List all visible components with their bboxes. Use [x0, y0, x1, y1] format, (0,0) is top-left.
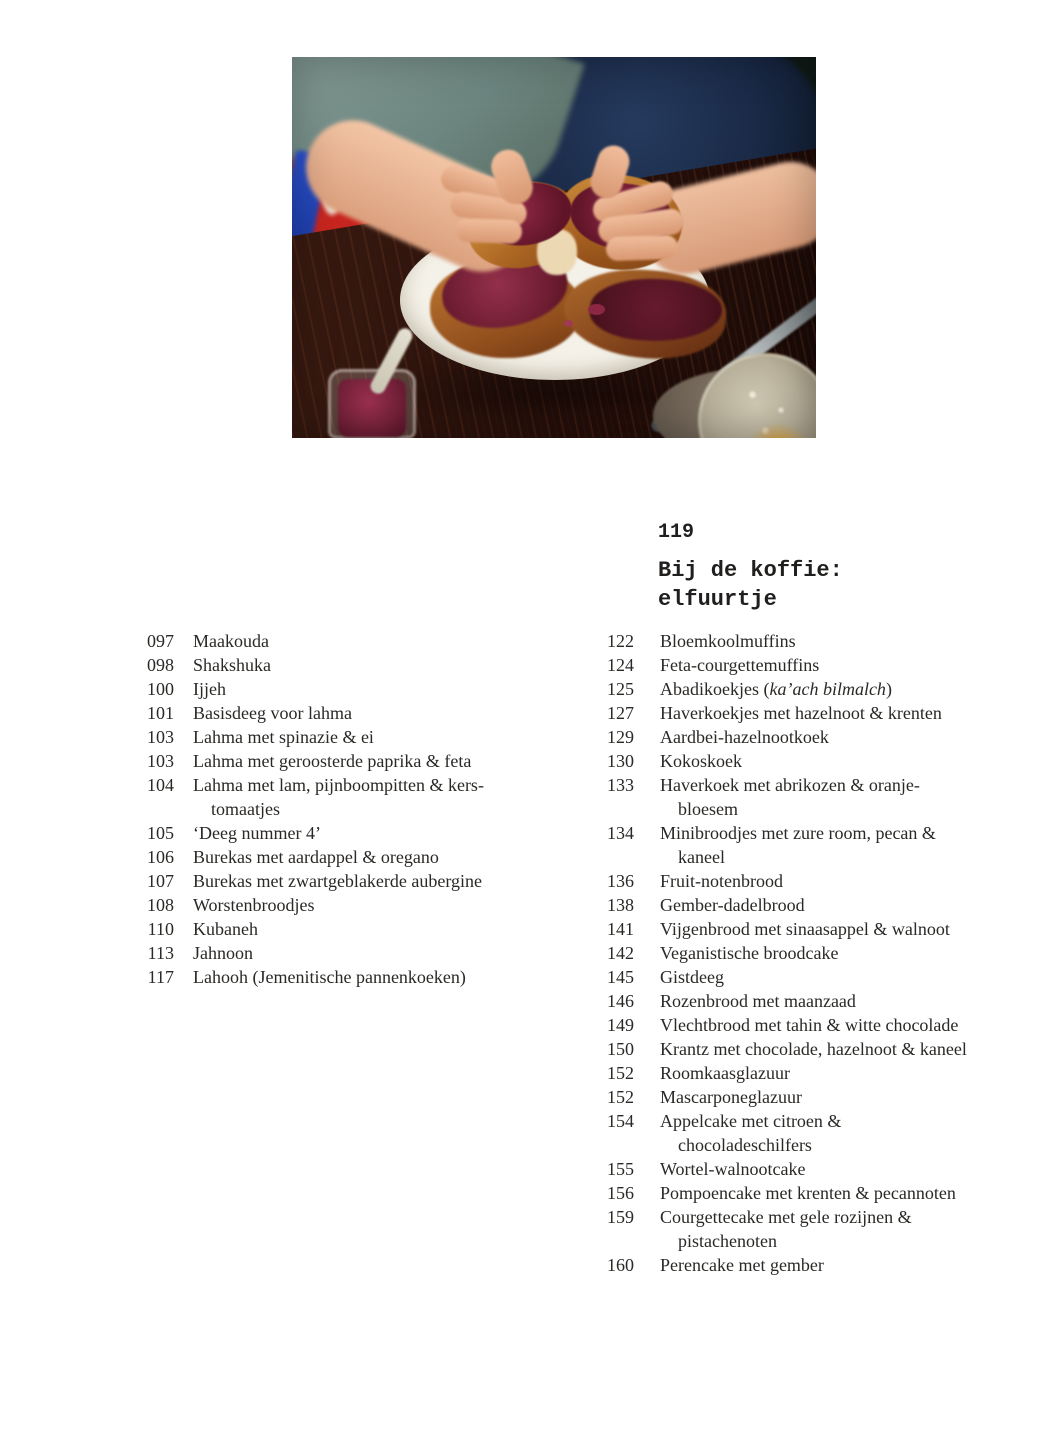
toc-entry [607, 869, 967, 893]
recipe-title: Mascarponeglazuur [660, 1087, 802, 1107]
recipe-title: Lahma met spinazie & ei [193, 727, 374, 747]
toc-entry [607, 1109, 967, 1157]
recipe-title: Roomkaasglazuur [660, 1063, 790, 1083]
recipe-title: Gember-dadelbrood [660, 895, 805, 915]
photo-vignette [292, 57, 816, 438]
recipe-title: Krantz met chocolade, hazelnoot & kaneel [660, 1039, 967, 1059]
section-title-line-2: elfuurtje [658, 587, 777, 612]
toc-column-right [607, 629, 967, 1277]
toc-entry [139, 917, 484, 941]
recipe-page-number: 152 [607, 1087, 634, 1107]
recipe-title: Gistdeeg [660, 967, 724, 987]
recipe-page-number: 154 [607, 1111, 634, 1131]
recipe-title: Haverkoek met abrikozen & oranje- bloesem [660, 775, 920, 819]
toc-entry [607, 653, 967, 677]
toc-entry [139, 725, 484, 749]
toc-entry [139, 677, 484, 701]
recipe-title: Perencake met gember [660, 1255, 824, 1275]
toc-entry [607, 1181, 967, 1205]
toc-entry [607, 749, 967, 773]
section-title-line-1: Bij de koffie: [658, 558, 843, 583]
toc-entry [139, 653, 484, 677]
recipe-page-number: 150 [607, 1039, 634, 1059]
recipe-page-number: 127 [607, 703, 634, 723]
recipe-page-number: 125 [607, 679, 634, 699]
recipe-page-number: 105 [147, 823, 174, 843]
recipe-page-number: 160 [607, 1255, 634, 1275]
recipe-title: Kubaneh [193, 919, 258, 939]
toc-entry [139, 941, 484, 965]
recipe-title: Haverkoekjes met hazelnoot & krenten [660, 703, 942, 723]
recipe-title: Vijgenbrood met sinaasappel & walnoot [660, 919, 950, 939]
recipe-page-number: 124 [607, 655, 634, 675]
toc-entry [139, 749, 484, 773]
toc-entry [607, 1157, 967, 1181]
recipe-page-number: 113 [147, 943, 174, 963]
toc-entry [607, 701, 967, 725]
recipe-page-number: 133 [607, 775, 634, 795]
recipe-title: Appelcake met citroen & chocoladeschilfers [660, 1111, 842, 1155]
toc-entry [607, 1037, 967, 1061]
food-photo [292, 57, 816, 438]
recipe-title: Bloemkoolmuffins [660, 631, 796, 651]
toc-entry [139, 821, 484, 845]
recipe-title: Basisdeeg voor lahma [193, 703, 352, 723]
recipe-page-number: 108 [147, 895, 174, 915]
toc-entry [139, 629, 484, 653]
recipe-page-number: 141 [607, 919, 634, 939]
recipe-page-number: 107 [147, 871, 174, 891]
recipe-page-number: 138 [607, 895, 634, 915]
recipe-title: Fruit-notenbrood [660, 871, 783, 891]
recipe-page-number: 098 [147, 655, 174, 675]
recipe-title: Rozenbrood met maanzaad [660, 991, 856, 1011]
toc-entry [607, 1013, 967, 1037]
toc-entry [607, 677, 967, 701]
toc-entry [139, 701, 484, 725]
section-page-number: 119 [658, 521, 695, 544]
recipe-page-number: 152 [607, 1063, 634, 1083]
recipe-title: Ijjeh [193, 679, 226, 699]
recipe-page-number: 142 [607, 943, 634, 963]
recipe-page-number: 146 [607, 991, 634, 1011]
recipe-title: Shakshuka [193, 655, 271, 675]
toc-entry [607, 725, 967, 749]
recipe-title: Feta-courgettemuffins [660, 655, 820, 675]
recipe-page-number: 156 [607, 1183, 634, 1203]
recipe-title: Worstenbroodjes [193, 895, 315, 915]
recipe-page-number: 130 [607, 751, 634, 771]
recipe-title: Burekas met zwartgeblakerde aubergine [193, 871, 483, 891]
toc-entry [607, 1253, 967, 1277]
toc-entry [607, 941, 967, 965]
recipe-page-number: 129 [607, 727, 634, 747]
toc-entry [139, 869, 484, 893]
toc-entry [139, 965, 484, 989]
recipe-page-number: 103 [147, 727, 174, 747]
recipe-title: Courgettecake met gele rozijnen & pistachenoten [660, 1207, 912, 1251]
recipe-title: Veganistische broodcake [660, 943, 839, 963]
recipe-title: Vlechtbrood met tahin & witte chocolade [660, 1015, 959, 1035]
recipe-page-number: 100 [147, 679, 174, 699]
toc-entry [139, 845, 484, 869]
recipe-title: Jahnoon [193, 943, 253, 963]
recipe-title: Aardbei-hazelnootkoek [660, 727, 829, 747]
section-header [658, 520, 843, 614]
toc-entry [607, 629, 967, 653]
recipe-page-number: 122 [607, 631, 634, 651]
toc-entry [607, 773, 967, 821]
recipe-title: ‘Deeg nummer 4’ [193, 823, 321, 843]
recipe-title: Minibroodjes met zure room, pecan & kaneel [660, 823, 936, 867]
toc-entry [607, 917, 967, 941]
recipe-page-number: 097 [147, 631, 174, 651]
recipe-page-number: 104 [147, 775, 174, 795]
toc-entry [607, 821, 967, 869]
toc-column-left [139, 629, 484, 989]
recipe-page-number: 101 [147, 703, 174, 723]
recipe-title: Lahma met geroosterde paprika & feta [193, 751, 472, 771]
toc-entry [607, 965, 967, 989]
recipe-title: Burekas met aardappel & oregano [193, 847, 439, 867]
toc-entry [607, 1085, 967, 1109]
recipe-title: Abadikoekjes (ka’ach bilmalch) [660, 679, 892, 699]
recipe-page-number: 106 [147, 847, 174, 867]
recipe-page-number: 145 [607, 967, 634, 987]
toc-entry [607, 1205, 967, 1253]
toc-entry [607, 989, 967, 1013]
recipe-page-number: 110 [147, 919, 174, 939]
toc-entry [139, 893, 484, 917]
recipe-title: Kokoskoek [660, 751, 742, 771]
recipe-title: Lahma met lam, pijnboompitten & kers- tomaatjes [193, 775, 484, 819]
toc-entry [607, 893, 967, 917]
recipe-page-number: 155 [607, 1159, 634, 1179]
recipe-page-number: 103 [147, 751, 174, 771]
recipe-page-number: 149 [607, 1015, 634, 1035]
recipe-title: Lahooh (Jemenitische pannenkoeken) [193, 967, 466, 987]
recipe-page-number: 134 [607, 823, 634, 843]
recipe-page-number: 159 [607, 1207, 634, 1227]
recipe-page-number: 117 [147, 967, 174, 987]
recipe-title: Wortel-walnootcake [660, 1159, 806, 1179]
toc-entry [607, 1061, 967, 1085]
recipe-title: Pompoencake met krenten & pecannoten [660, 1183, 956, 1203]
toc-entry [139, 773, 484, 821]
recipe-title: Maakouda [193, 631, 269, 651]
recipe-page-number: 136 [607, 871, 634, 891]
